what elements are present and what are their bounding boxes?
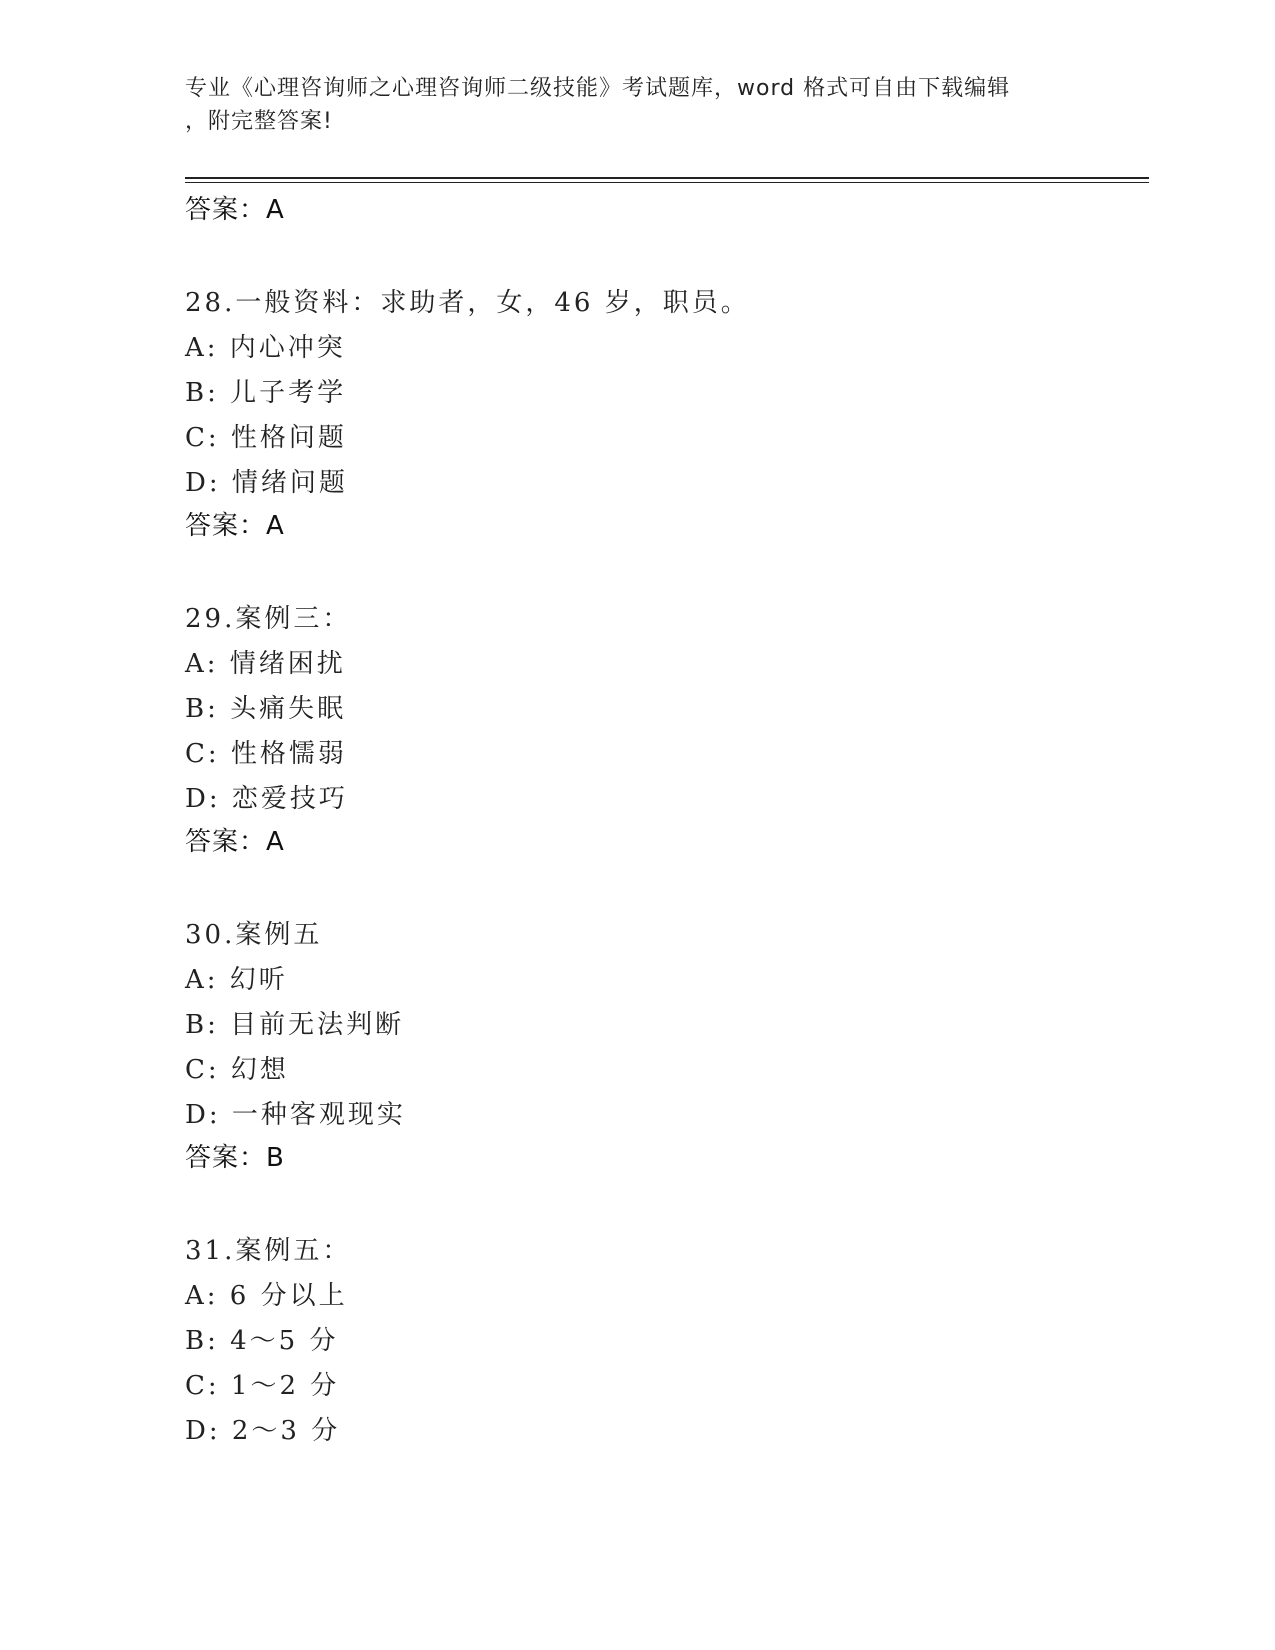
option-a: A: 内心冲突 [185, 333, 346, 363]
option-d: D: 恋爱技巧 [185, 784, 348, 814]
header-divider-thin [185, 182, 1149, 183]
answer-line: 答案：A [185, 827, 285, 857]
option-d: D: 情绪问题 [185, 468, 348, 498]
option-d: D: 一种客观现实 [185, 1100, 406, 1130]
question-stem: 30.案例五 [185, 920, 323, 950]
answer-line: 答案：B [185, 1143, 285, 1173]
option-a: A: 6 分以上 [185, 1281, 348, 1311]
option-c: C: 幻想 [185, 1055, 289, 1085]
question-stem: 31.案例五： [185, 1236, 352, 1266]
question-stem: 28.一般资料：求助者，女，46 岁，职员。 [185, 288, 750, 318]
document-body [185, 190, 1145, 1454]
header-line-2: ，附完整答案! [185, 109, 333, 134]
question-30 [185, 913, 1145, 1183]
answer-line: 答案：A [185, 511, 285, 541]
option-a: A: 情绪困扰 [185, 649, 346, 679]
option-d: D: 2～3 分 [185, 1416, 341, 1446]
option-a: A: 幻听 [185, 965, 288, 995]
question-28 [185, 281, 1145, 551]
header-line-1: 专业《心理咨询师之心理咨询师二级技能》考试题库，word 格式可自由下载编辑 [185, 76, 1011, 101]
option-b: B: 儿子考学 [185, 378, 347, 408]
question-29 [185, 597, 1145, 867]
option-b: B: 头痛失眠 [185, 694, 347, 724]
answer-line: 答案：A [185, 195, 285, 225]
question-31 [185, 1229, 1145, 1454]
question-stem: 29.案例三： [185, 604, 352, 634]
option-b: B: 目前无法判断 [185, 1010, 405, 1040]
option-c: C: 1～2 分 [185, 1371, 340, 1401]
option-c: C: 性格问题 [185, 423, 347, 453]
header-divider-thick [185, 177, 1149, 179]
option-c: C: 性格懦弱 [185, 739, 347, 769]
document-header [185, 72, 1085, 138]
option-b: B: 4～5 分 [185, 1326, 339, 1356]
